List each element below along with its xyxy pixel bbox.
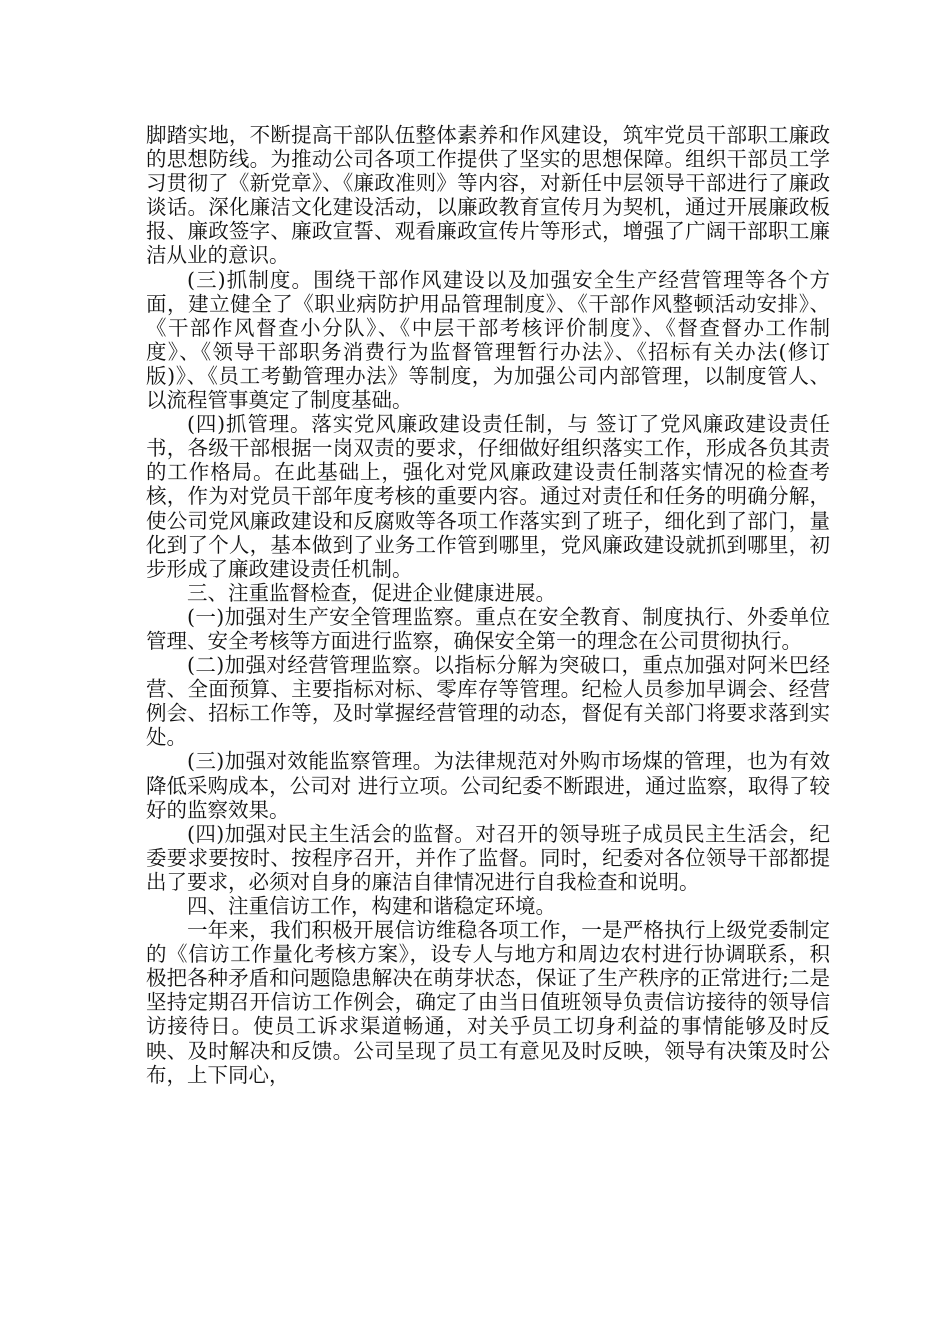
paragraph-safety-supervision: (一)加强对生产安全管理监察。重点在安全教育、制度执行、外委单位管理、安全考核等方面进行监察，确保安全第一的理念在公司贯彻执行。 xyxy=(146,604,830,653)
document-body xyxy=(146,123,830,1087)
paragraph-efficiency-supervision: (三)加强对效能监察管理。为法律规范对外购市场煤的管理，也为有效降低采购成本，公司对 进行立项。公司纪委不断跟进，通过监察，取得了较好的监察效果。 xyxy=(146,749,830,822)
paragraph-operations-supervision: (二)加强对经营管理监察。以指标分解为突破口，重点加强对阿米巴经营、全面预算、主要指标对标、零库存等管理。纪检人员参加早调会、经营例会、招标工作等，及时掌握经营管理的动态，督促有关部门将要求落到实处。 xyxy=(146,653,830,750)
paragraph-democratic-life: (四)加强对民主生活会的监督。对召开的领导班子成员民主生活会，纪委要求要按时、按程序召开，并作了监督。同时，纪委对各位领导干部都提出了要求，必须对自身的廉洁自律情况进行自我检查和说明。 xyxy=(146,821,830,894)
paragraph-system: (三)抓制度。围绕干部作风建设以及加强安全生产经营管理等各个方面，建立健全了《职业病防护用品管理制度》、《干部作风整顿活动安排》、《干部作风督查小分队》、《中层干部考核评价制度》、《督查督办工作制度》、《领导干部职务消费行为监督管理暂行办法》、《招标有关办法(修订版)》、《员工考勤管理办法》等制度，为加强公司内部管理，以制度管人、以流程管事奠定了制度基础。 xyxy=(146,267,830,413)
section-heading-supervision: 三、注重监督检查，促进企业健康进展。 xyxy=(187,580,556,605)
paragraph-management: (四)抓管理。落实党风廉政建设责任制，与 签订了党风廉政建设责任书，各级干部根据一岗双责的要求，仔细做好组织落实工作，形成各负其责的工作格局。在此基础上，强化对党风廉政建设责任制落实情况的检查考核，作为对党员干部年度考核的重要内容。通过对责任和任务的明确分解，使公司党风廉政建设和反腐败等各项工作落实到了班子，细化到了部门，量化到了个人，基本做到了业务工作管到哪里，党风廉政建设就抓到哪里，初步形成了廉政建设责任机制。 xyxy=(146,412,830,581)
paragraph-continuation: 脚踏实地，不断提高干部队伍整体素养和作风建设，筑牢党员干部职工廉政的思想防线。为推动公司各项工作提供了坚实的思想保障。组织干部员工学习贯彻了《新党章》、《廉政准则》等内容，对新任中层领导干部进行了廉政谈话。深化廉洁文化建设活动，以廉政教育宣传月为契机，通过开展廉政板报、廉政签字、廉政宣誓、观看廉政宣传片等形式，增强了广阔干部职工廉洁从业的意识。 xyxy=(146,123,830,268)
paragraph-petition-work: 一年来，我们积极开展信访维稳各项工作，一是严格执行上级党委制定的《信访工作量化考核方案》，设专人与地方和周边农村进行协调联系，积极把各种矛盾和问题隐患解决在萌芽状态，保证了生产秩序的正常进行;二是坚持定期召开信访工作例会，确定了由当日值班领导负责信访接待的领导信访接待日。使员工诉求渠道畅通，对关乎员工切身利益的事情能够及时反映、及时解决和反馈。公司呈现了员工有意见及时反映，领导有决策及时公布，上下同心， xyxy=(146,918,830,1087)
section-heading-petitions: 四、注重信访工作，构建和谐稳定环境。 xyxy=(187,894,556,918)
